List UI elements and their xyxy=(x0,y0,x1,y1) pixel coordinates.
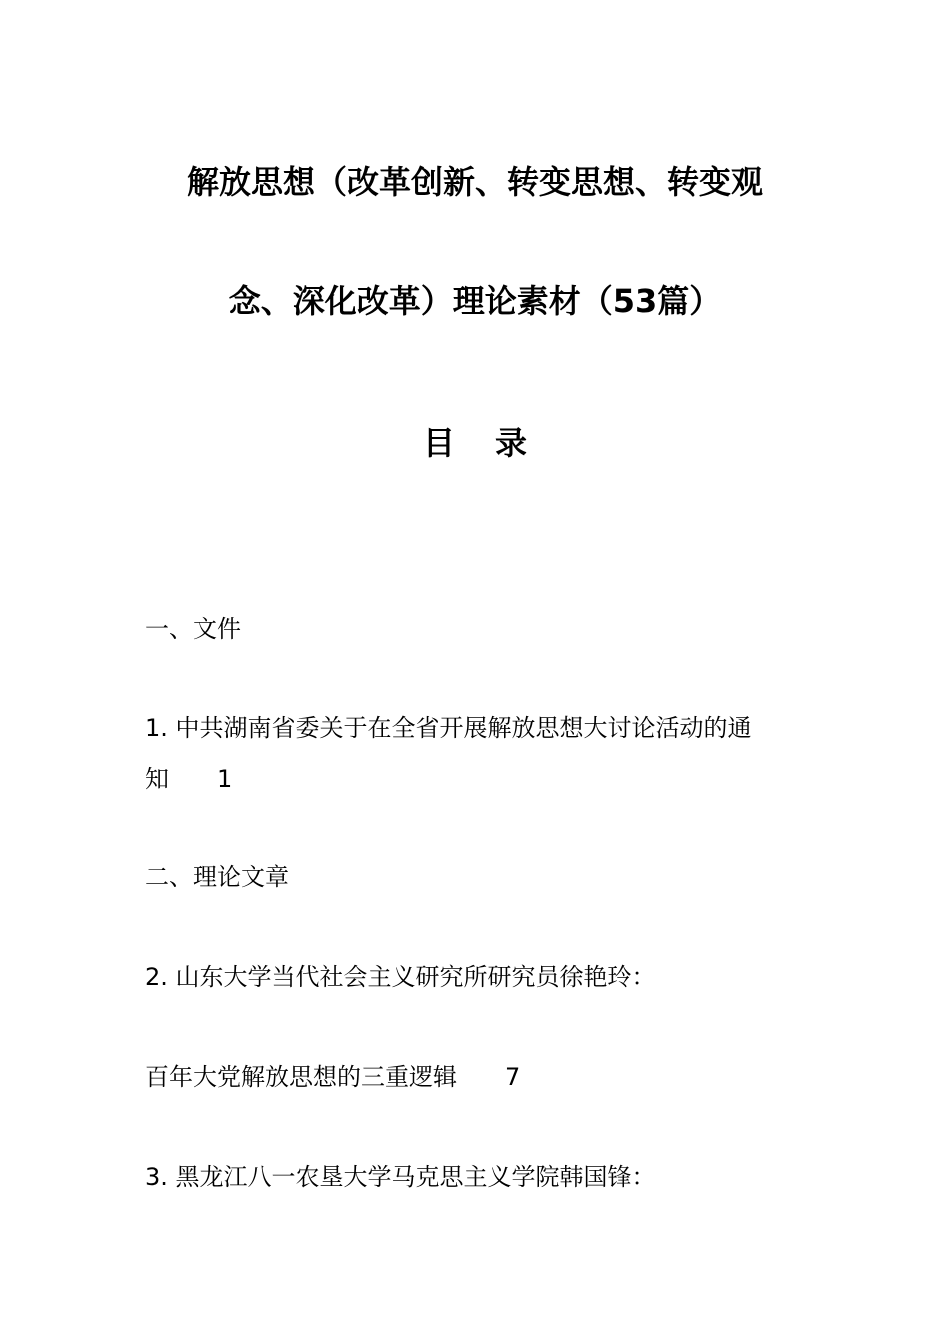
toc-heading-char-1: 目 xyxy=(422,424,455,462)
document-title-line-2: 念、深化改革）理论素材（53篇） xyxy=(228,282,722,320)
section-heading-documents: 一、文件 xyxy=(145,615,241,643)
toc-entry-2-text: 百年大党解放思想的三重逻辑 xyxy=(145,1063,457,1091)
toc-entry-1-line-2[interactable] xyxy=(145,764,232,794)
toc-entry-2-line-2[interactable] xyxy=(145,1062,520,1092)
toc-heading-char-2: 录 xyxy=(495,424,528,462)
toc-entry-2-page-number: 7 xyxy=(505,1063,521,1091)
toc-entry-1-page-number: 1 xyxy=(217,765,233,793)
section-heading-theory-articles: 二、理论文章 xyxy=(145,863,289,891)
toc-entry-1-line-1[interactable]: 1. 中共湖南省委关于在全省开展解放思想大讨论活动的通 xyxy=(145,714,752,742)
document-title-line-1: 解放思想（改革创新、转变思想、转变观 xyxy=(186,163,763,201)
toc-heading xyxy=(0,418,950,464)
toc-entry-3-line-1[interactable]: 3. 黑龙江八一农垦大学马克思主义学院韩国锋： xyxy=(145,1163,656,1191)
toc-entry-2-line-1[interactable]: 2. 山东大学当代社会主义研究所研究员徐艳玲： xyxy=(145,963,656,991)
toc-entry-1-text: 知 xyxy=(145,765,169,793)
